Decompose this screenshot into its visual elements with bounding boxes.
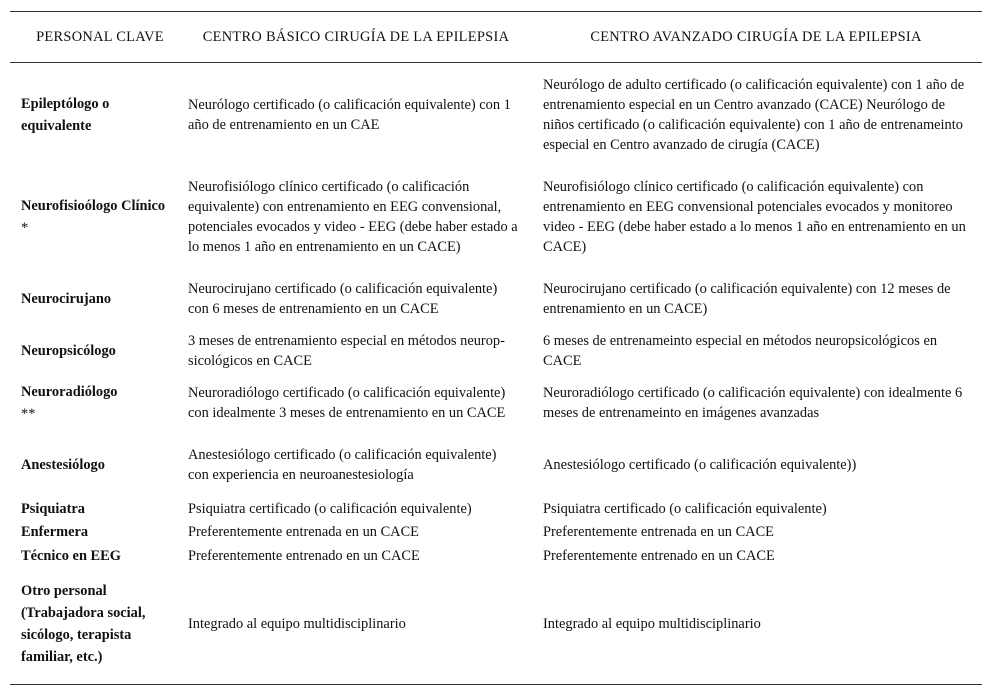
table-row-tecnico-eeg: [10, 544, 982, 568]
footnote-mark: *: [21, 220, 29, 236]
top-rule: [10, 11, 982, 12]
cell-avanzado: Psiquiatra certificado (o calificación equivalente): [543, 500, 827, 517]
footnote-mark: **: [21, 406, 36, 422]
cell-personal: Psiquiatra: [21, 500, 85, 517]
table-row-neurofisiologo: [10, 166, 982, 268]
cell-basico: Neurocirujano certificado (o calificación equivalente) con 6 meses de entrenamiento en un CACE: [188, 281, 498, 317]
cell-basico: Psiquiatra certificado (o calificación equivalente): [188, 500, 472, 517]
cell-avanzado: Integrado al equipo multidisciplinario: [543, 616, 761, 632]
cell-avanzado: Neurocirujano certificado (o calificación equivalente) con 12 meses de entrenamiento en un CACE): [543, 281, 951, 317]
table-row-psiquiatra: [10, 497, 982, 520]
cell-avanzado: Anestesiólogo certificado (o calificación equivalente)): [543, 457, 857, 473]
cell-avanzado: Preferentemente entrenado en un CACE: [543, 548, 775, 564]
cell-avanzado: Neurofisiólogo clínico certificado (o calificación equivalente) con entrenamiento en EEG convensional potenciales evocados y monitoreo video - EEG (debe haber estado a lo menos 1 año en entrenamiento en un CACE): [543, 179, 966, 255]
table-row-otro-personal: [10, 568, 982, 680]
cell-avanzado: Preferentemente entrenada en un CACE: [543, 524, 774, 540]
table-row-neuroradiologo: [10, 372, 982, 434]
cell-personal: Neurofisioólogo Clínico *: [21, 166, 181, 268]
table-row-enfermera: [10, 520, 982, 544]
cell-personal: Epileptólogo o equivalente: [21, 96, 110, 134]
table-row-anestesiologo: [10, 434, 982, 496]
cell-basico: Neurólogo certificado (o calificación equivalente) con 1 año de entrenamiento en un CAE: [188, 97, 511, 133]
cell-personal: Enfermera: [21, 524, 89, 540]
cell-personal: Otro personal (Trabajadora social, sicólogo, terapista familiar, etc.): [21, 583, 146, 665]
cell-personal: Técnico en EEG: [21, 548, 121, 564]
header-rule: [10, 62, 982, 63]
cell-basico: Preferentemente entrenado en un CACE: [188, 548, 420, 564]
table-row-neurocirujano: [10, 268, 982, 330]
bottom-rule: [10, 684, 982, 685]
table-row-neuropsicologo: [10, 330, 982, 372]
cell-personal: Anestesiólogo: [21, 457, 105, 473]
header-personal-clave: PERSONAL CLAVE: [36, 29, 164, 45]
cell-personal: Neurocirujano: [21, 291, 112, 307]
cell-personal: Neuroradiólogo **: [21, 372, 181, 434]
cell-avanzado: 6 meses de entrenameinto especial en métodos neuropsicológicos en CACE: [543, 333, 938, 369]
header-centro-avanzado: CENTRO AVANZADO CIRUGÍA DE LA EPILEPSIA: [590, 29, 922, 45]
cell-basico: Neuroradiólogo certificado (o calificación equivalente) con idealmente 3 meses de entrenamiento en un CACE: [188, 385, 506, 421]
cell-avanzado: Neuroradiólogo certificado (o calificación equivalente) con idealmente 6 meses de entrenameinto en imágenes avanzadas: [543, 385, 963, 421]
cell-avanzado: Neurólogo de adulto certificado (o calificación equivalente) con 1 año de entrenamiento especial en un Centro avanzado (CACE) Neurólogo de niños certificado (o calificación equivalente) con 1 año de entrenameinto especial en Centro avanzado de cirugía (CACE): [543, 77, 965, 153]
cell-basico: Neurofisiólogo clínico certificado (o calificación equivalente) con entrenamiento en EEG convensional, potenciales evocados y video - EEG (debe haber estado a lo menos 1 año en entrenamiento en un CACE): [188, 179, 518, 255]
cell-basico: 3 meses de entrenamiento especial en métodos neurop-sicológicos en CACE: [188, 333, 505, 369]
header-centro-basico: CENTRO BÁSICO CIRUGÍA DE LA EPILEPSIA: [202, 29, 510, 45]
table-row-epileptologo: [10, 64, 982, 166]
cell-basico: Preferentemente entrenada en un CACE: [188, 524, 419, 540]
cell-basico: Integrado al equipo multidisciplinario: [188, 616, 406, 632]
cell-personal: Neuropsicólogo: [21, 343, 116, 359]
cell-basico: Anestesiólogo certificado (o calificación equivalente) con experiencia en neuroanestesiología: [188, 447, 497, 483]
